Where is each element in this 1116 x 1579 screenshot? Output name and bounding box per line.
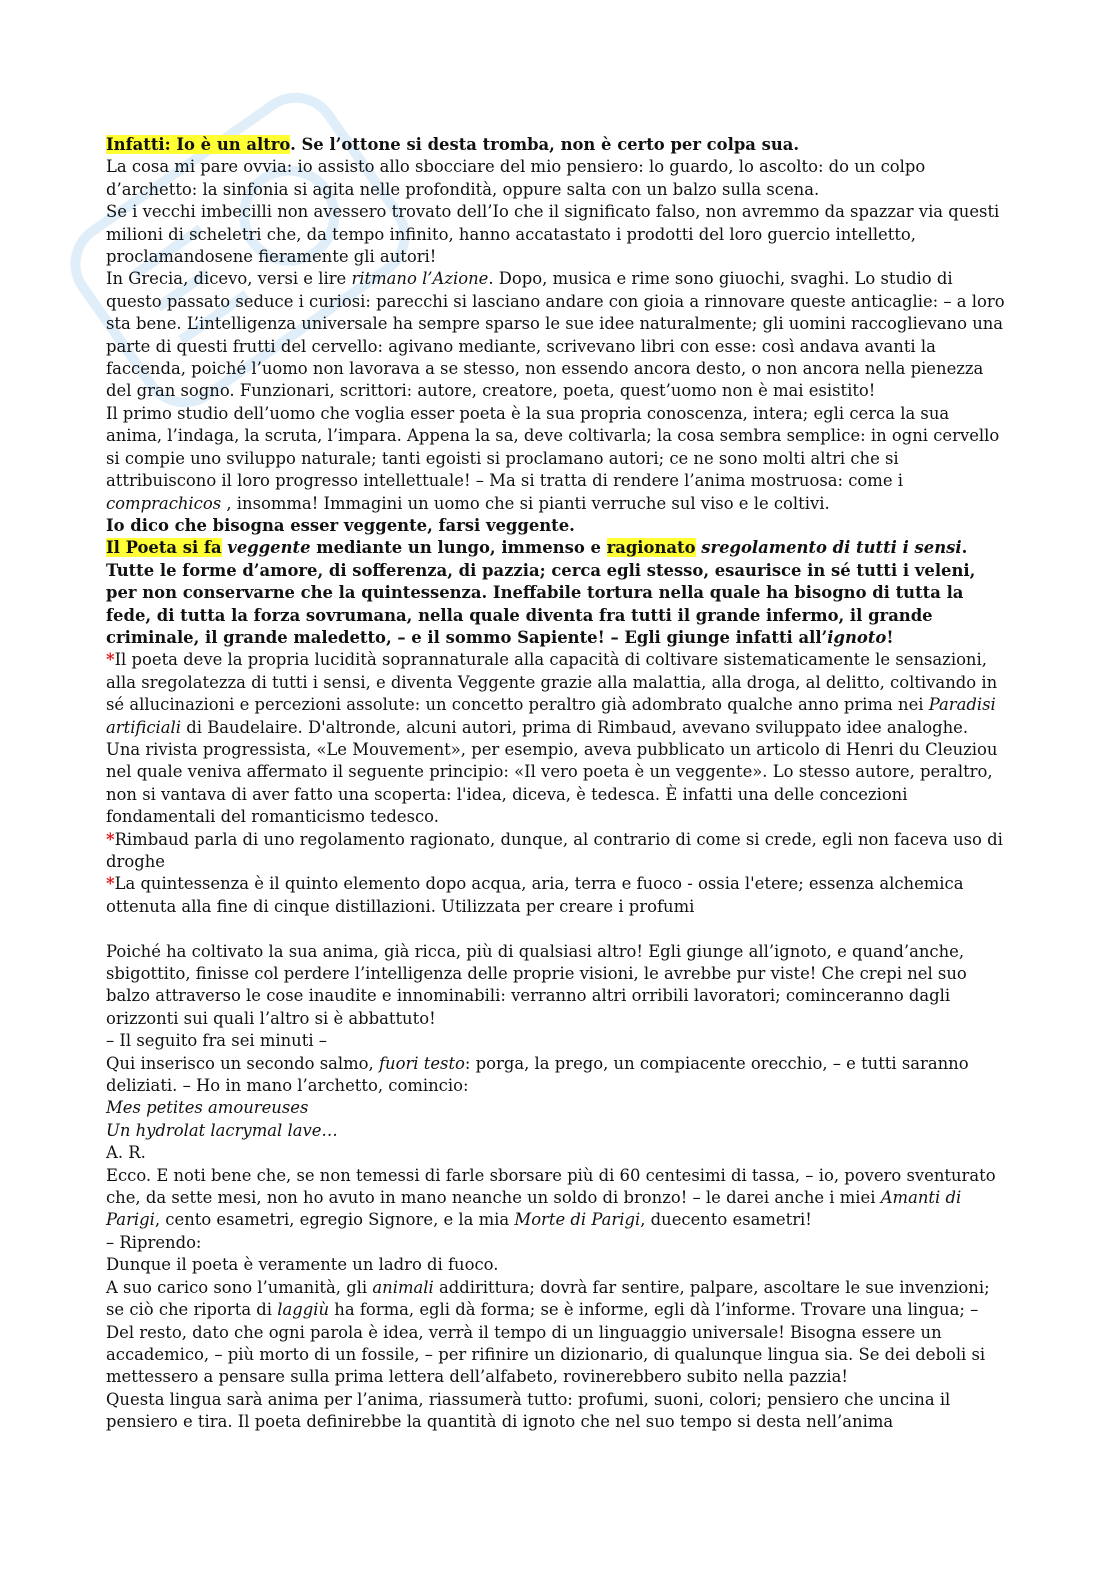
paragraph: Se i vecchi imbecilli non avessero trovato dell’Io che il significato falso, non avremmo da spazzar via questi milioni di scheletri che, da tempo infinito, hanno accatastato i prodotti del loro guercio intelletto, proclamandosene fieramente gli autori! [106, 202, 1000, 267]
paragraph-sregolamento: Il Poeta si fa veggente mediante un lungo, immenso e ragionato sregolamento di tutti i sensi. Tutte le forme d’amore, di sofferenza, di pazzia; cerca egli stesso, esaurisce in sé tutti i veleni, per non conservarne che la quintessenza. Ineffabile tortura nella quale ha bisogno di tutta la fede, di tutta la forza sovrumana, nella quale diventa fra tutti il grande infermo, il grande criminale, il grande maledetto, – e il sommo Sapiente! – Egli giunge infatti all’ignoto! [106, 538, 976, 647]
blank-line [106, 918, 1006, 940]
paragraph: Questa lingua sarà anima per l’anima, riassumerà tutto: profumi, suoni, colori; pensiero che uncina il pensiero e tira. Il poeta definirebbe la quantità di ignoto che nel suo tempo si desta nell’anima [106, 1389, 951, 1432]
paragraph: Qui inserisco un secondo salmo, fuori testo: porga, la prego, un compiacente orecchio, – e tutti saranno deliziati. – Ho in mano l’archetto, comincio: [106, 1053, 969, 1096]
document-page [106, 134, 1006, 1434]
paragraph: – Il seguito fra sei minuti – [106, 1031, 327, 1051]
paragraph: Dunque il poeta è veramente un ladro di fuoco. [106, 1255, 499, 1275]
paragraph: La cosa mi pare ovvia: io assisto allo sbocciare del mio pensiero: lo guardo, lo ascolto: do un colpo d’archetto: la sinfonia si agita nelle profondità, oppure salta con un balzo sulla scena. [106, 157, 926, 199]
asterisk-marker: * [106, 874, 115, 894]
note-quintessenza: *La quintessenza è il quinto elemento dopo acqua, aria, terra e fuoco - ossia l'etere; essenza alchemica ottenuta alla fine di cinque distillazioni. Utilizzata per creare i profumi [106, 874, 964, 916]
note-droghe: *Rimbaud parla di uno regolamento ragionato, dunque, al contrario di come si crede, egli non faceva uso di droghe [106, 829, 1003, 871]
poem-line: Un hydrolat lacrymal lave… [106, 1120, 338, 1140]
paragraph: Ecco. E noti bene che, se non temessi di farle sborsare più di 60 centesimi di tassa, – io, povero sventurato che, da sette mesi, non ho avuto in mano neanche un soldo di bronzo! – le darei anche i miei Amanti di Parigi, cento esametri, egregio Signore, e la mia Morte di Parigi, duecento esametri! [106, 1165, 996, 1230]
paragraph: Poiché ha coltivato la sua anima, già ricca, più di qualsiasi altro! Egli giunge all’ignoto, e quand’anche, sbigottito, finisse col perdere l’intelligenza delle proprie visioni, le avrebbe pur viste! Che crepi nel suo balzo attraverso le cose inaudite e innominabili: verranno altri orribili lavoratori; cominceranno dagli orizzonti sui quali l’altro si è abbattuto! [106, 941, 967, 1028]
paragraph-veggente: Io dico che bisogna esser veggente, farsi veggente. [106, 515, 575, 535]
paragraph: A suo carico sono l’umanità, gli animali addirittura; dovrà far sentire, palpare, ascoltare le sue invenzioni; se ciò che riporta di laggiù ha forma, egli dà forma; se è informe, egli dà l’informe. Trovare una lingua; – Del resto, dato che ogni parola è idea, verrà il tempo di un linguaggio universale! Bisogna essere un accademico, – più morto di un fossile, – per rifinire un dizionario, di qualunque lingua sia. Se dei deboli si mettessero a pensare sulla prima lettera dell’alfabeto, rovinerebbero subito nella pazzia! [106, 1277, 990, 1387]
asterisk-marker: * [106, 829, 115, 849]
paragraph-io-e-un-altro: Infatti: Io è un altro. Se l’ottone si desta tromba, non è certo per colpa sua. [106, 135, 800, 154]
poem-line: Mes petites amoureuses [106, 1098, 309, 1118]
asterisk-marker: * [106, 650, 115, 670]
paragraph: – Riprendo: [106, 1232, 202, 1252]
note-lucidita: *Il poeta deve la propria lucidità soprannaturale alla capacità di coltivare sistematicamente le sensazioni, alla sregolatezza di tutti i sensi, e diventa Veggente grazie alla malattia, alla droga, al delitto, coltivando in sé allucinazioni e percezioni assolute: un concetto peraltro già adombrato qualche anno prima nei Paradisi artificiali di Baudelaire. D'altronde, alcuni autori, prima di Rimbaud, avevano sviluppato idee analoghe. Una rivista progressista, «Le Mouvement», per esempio, aveva pubblicato un articolo di Henri du Cleuziou nel quale veniva affermato il seguente principio: «Il vero poeta è un veggente». Lo stesso autore, peraltro, non si vantava di aver fatto una scoperta: l'idea, diceva, è tedesca. È infatti una delle concezioni fondamentali del romanticismo tedesco. [106, 650, 998, 827]
paragraph: In Grecia, dicevo, versi e lire ritmano l’Azione. Dopo, musica e rime sono giuochi, svaghi. Lo studio di questo passato seduce i curiosi: parecchi si lasciano andare con gioia a rinnovare queste anticaglie: – a loro sta bene. L’intelligenza universale ha sempre sparso le sue idee naturalmente; gli uomini raccoglievano una parte di questi frutti del cervello: agivano mediante, scrivevano libri con esse: così andava avanti la faccenda, poiché l’uomo non lavorava a se stesso, non essendo ancora desto, o non ancora nella pienezza del gran sogno. Funzionari, scrittori: autore, creatore, poeta, quest’uomo non è mai esistito! [106, 269, 1005, 401]
paragraph: Il primo studio dell’uomo che voglia esser poeta è la sua propria conoscenza, intera; egli cerca la sua anima, l’indaga, la scruta, l’impara. Appena la sa, deve coltivarla; la cosa sembra semplice: in ogni cervello si compie uno sviluppo naturale; tanti egoisti si proclamano autori; ce ne sono molti altri che si attribuiscono il loro progresso intellettuale! – Ma si tratta di rendere l’anima mostruosa: come i comprachicos , insomma! Immagini un uomo che si pianti verruche sul viso e le coltivi. [106, 403, 1000, 513]
signature-initials: A. R. [106, 1143, 146, 1163]
